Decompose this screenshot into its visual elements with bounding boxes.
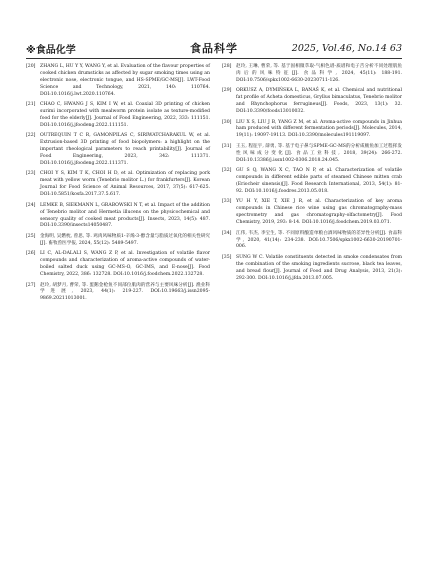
reference-number: [24] [26, 202, 36, 208]
reference-number: [30] [222, 119, 232, 125]
reference-item [222, 231, 402, 252]
reference-item [222, 255, 402, 283]
reference-text: 金海明, 吴燃枕, 曾思, 等. 鸡肉风味物质1-辛烯-3-醇含量与脂质过氧化的相关性研究[J]. 畜牧兽医学报, 2024, 55(12): 5489-5497. [40, 233, 210, 246]
reference-item [26, 283, 210, 304]
reference-text: ZHANG L, HU Y Y, WANG Y, et al. Evaluation of the flavour properties of cooked chicken drumsticks as affected by sugar smoking times using an electronic nose, electronic tongue, and HS-SPME/GC-MS[J]. LWT-Food Science and Technology, 2021, 140: 110764. DOI:10.1016/j.lwt.2020.110764. [40, 64, 210, 97]
reference-number: [25] [26, 233, 36, 239]
reference-number: [32] [222, 168, 232, 174]
reference-text: CHAO C, HWANG J S, KIM I W, et al. Coaxial 3D printing of chicken surimi incorporated with mealworm protein isolate as texture-modified food for the elderly[J]. Journal of Food Engineering, 2022, 333: 111151. DOI:10.1016/j.jfoodeng.2022.111151. [40, 102, 210, 128]
reference-number: [21] [26, 102, 36, 108]
reference-item [26, 251, 210, 279]
reference-text: SUNG W C. Volatile constituents detected in smoke condensates from the combination of the smoking ingredients sucrose, black tea leaves, and bread flour[J]. Journal of Food and Drug Analysis, 2013, 21(3): 292-300. DOI:10.1016/j.jfda.2013.07.005. [236, 254, 402, 281]
reference-text: 赵玲, 胡梦月, 曹荣, 等. 蛋鹅金枪鱼不同部位肌肉的营养与主要风味分析[J]. 渔业科学进展, 2023, 44(1): 219-227. DOI:10.19663/j.issn2095-9869.20211013001. [40, 282, 210, 302]
reference-item [222, 64, 402, 85]
reference-number: [22] [26, 133, 36, 139]
reference-text: 赵玲, 王琳, 曹荣, 等. 基于固相微萃取-气相色谱-质谱和电子舌分析不同处理肌鱼肉后的风味特征[J]. 食品科学, 2024, 45(11): 188-191. DOI:10.7506/spkx1002-6630-20230711-126. [236, 64, 402, 83]
reference-text: LIU X S, LIU J B, YANG Z M, et al. Aroma-active compounds in Jinhua ham produced with different fermentation periods[J]. Molecules, 2014, 19(11): 19097-19113. DOI:10.3390/molecules191119097. [236, 119, 402, 139]
reference-text: YU H Y, XIE T, XIE J R, et al. Characterization of key aroma compounds in Chinese rice wine using gas chromatography-mass spectrometry and gas chromatography-olfactometry[J]. Food Chemistry, 2019, 293: 8-14. DOI:10.1016/j.foodchem.2019.03.071. [236, 199, 402, 226]
volume-page-info: 2025, Vol.46, No.14 63 [291, 42, 402, 54]
journal-logo-text: 食品科学 [190, 42, 238, 55]
reference-number: [28] [222, 64, 232, 69]
reference-number: [23] [26, 171, 36, 177]
section-label: ※食品化学 [26, 44, 76, 56]
reference-number: [26] [26, 251, 36, 257]
reference-item [26, 102, 210, 130]
reference-number: [29] [222, 88, 232, 94]
reference-text: LI C, AL-DALALI S, WANG Z P, et al. Investigation of volatile flavor compounds and characterization of aroma-active compounds of water-boiled salted duck using GC-MS-O, GC-IMS, and E-nose[J]. Food Chemistry, 2022, 386: 132728. DOI:10.1016/j.foodchem.2022.132728. [40, 251, 210, 278]
reference-number: [27] [26, 282, 36, 288]
reference-number: [31] [222, 143, 232, 149]
reference-item [26, 171, 210, 199]
reference-item [222, 168, 402, 196]
references-column-right [222, 64, 402, 286]
running-header [26, 41, 402, 55]
reference-number: [34] [222, 230, 232, 236]
reference-number: [33] [222, 199, 232, 205]
reference-item [222, 120, 402, 141]
reference-item [26, 234, 210, 248]
reference-item [222, 88, 402, 116]
reference-text: CHOI Y S, KIM T K, CHOI H D, et al. Optimization of replacing pork meat with yellow worm (Tenebrio molitor L.) for frankfurters[J]. Korean Journal for Food Science of Animal Resources, 2017, 37(5): 617-625. DOI:10.5851/kosfa.2017.37.5.617. [40, 171, 210, 198]
reference-text: ORKUSZ A, DYMIŃSKA L, BANAŚ K, et al. Chemical and nutritional fat profile of Acheta domesticus, Gryllus bimaculatus, Tenebrio molitor and Rhynchophorus ferrugineus[J]. Foods, 2023, 13(1): 32. DOI:10.3390/foods13010032. [236, 88, 402, 115]
reference-text: 江伟, 韦杰, 李宝生, 等. 不同原料酿造单粮白酒风味物质的差异性分析[J]. 食品科学, 2020, 41(14): 234-238. DOI:10.7506/spkx1002-6630-20190701-006. [236, 230, 402, 250]
reference-number: [35] [222, 254, 232, 260]
reference-text: OUTREQUIN T C R, GAMONPILAS C, SIRIWATCHARAKUL W, et al. Extrusion-based 3D printing of food biopolymers: a highlight on the important rheological parameters to reach printability[J]. Journal of Food Engineering, 2023, 342: 111371. DOI:10.1016/j.jfoodeng.2022.111371. [40, 133, 210, 166]
reference-item [26, 133, 210, 168]
header-rule [26, 58, 402, 59]
references-column-left [26, 64, 210, 307]
reference-text: GU S Q, WANG X C, TAO N P, et al. Characterization of volatile compounds in different edible parts of steamed Chinese mitten crab (Eriocheir sinensis)[J]. Food Research International, 2013, 54(1): 81-92. DOI:10.1016/j.foodres.2013.05.018. [236, 168, 402, 194]
reference-text: LEMKE B, SIEKMANN L, GRABOWSKI N T, et al. Impact of the addition of Tenebrio molitor and Hermetia illucens on the physicochemical and sensory quality of cooked meat products[J]. Insects, 2023, 14(5): 487. DOI:10.3390/insects14050487. [40, 202, 210, 229]
reference-item [222, 144, 402, 165]
reference-item [26, 64, 210, 99]
reference-text: 王玉, 程征宇, 薛勇, 等. 基于电子鼻与SPME-GC-MS的分析咸鲅鱼加工过程挥发性风味成分变化[J]. 食品工业科技, 2018, 39(24): 266-272. DOI:10.13386/j.issn1002-0306.2018.24.045. [236, 143, 402, 163]
reference-item [222, 199, 402, 227]
reference-number: [20] [26, 64, 36, 69]
reference-item [26, 203, 210, 231]
